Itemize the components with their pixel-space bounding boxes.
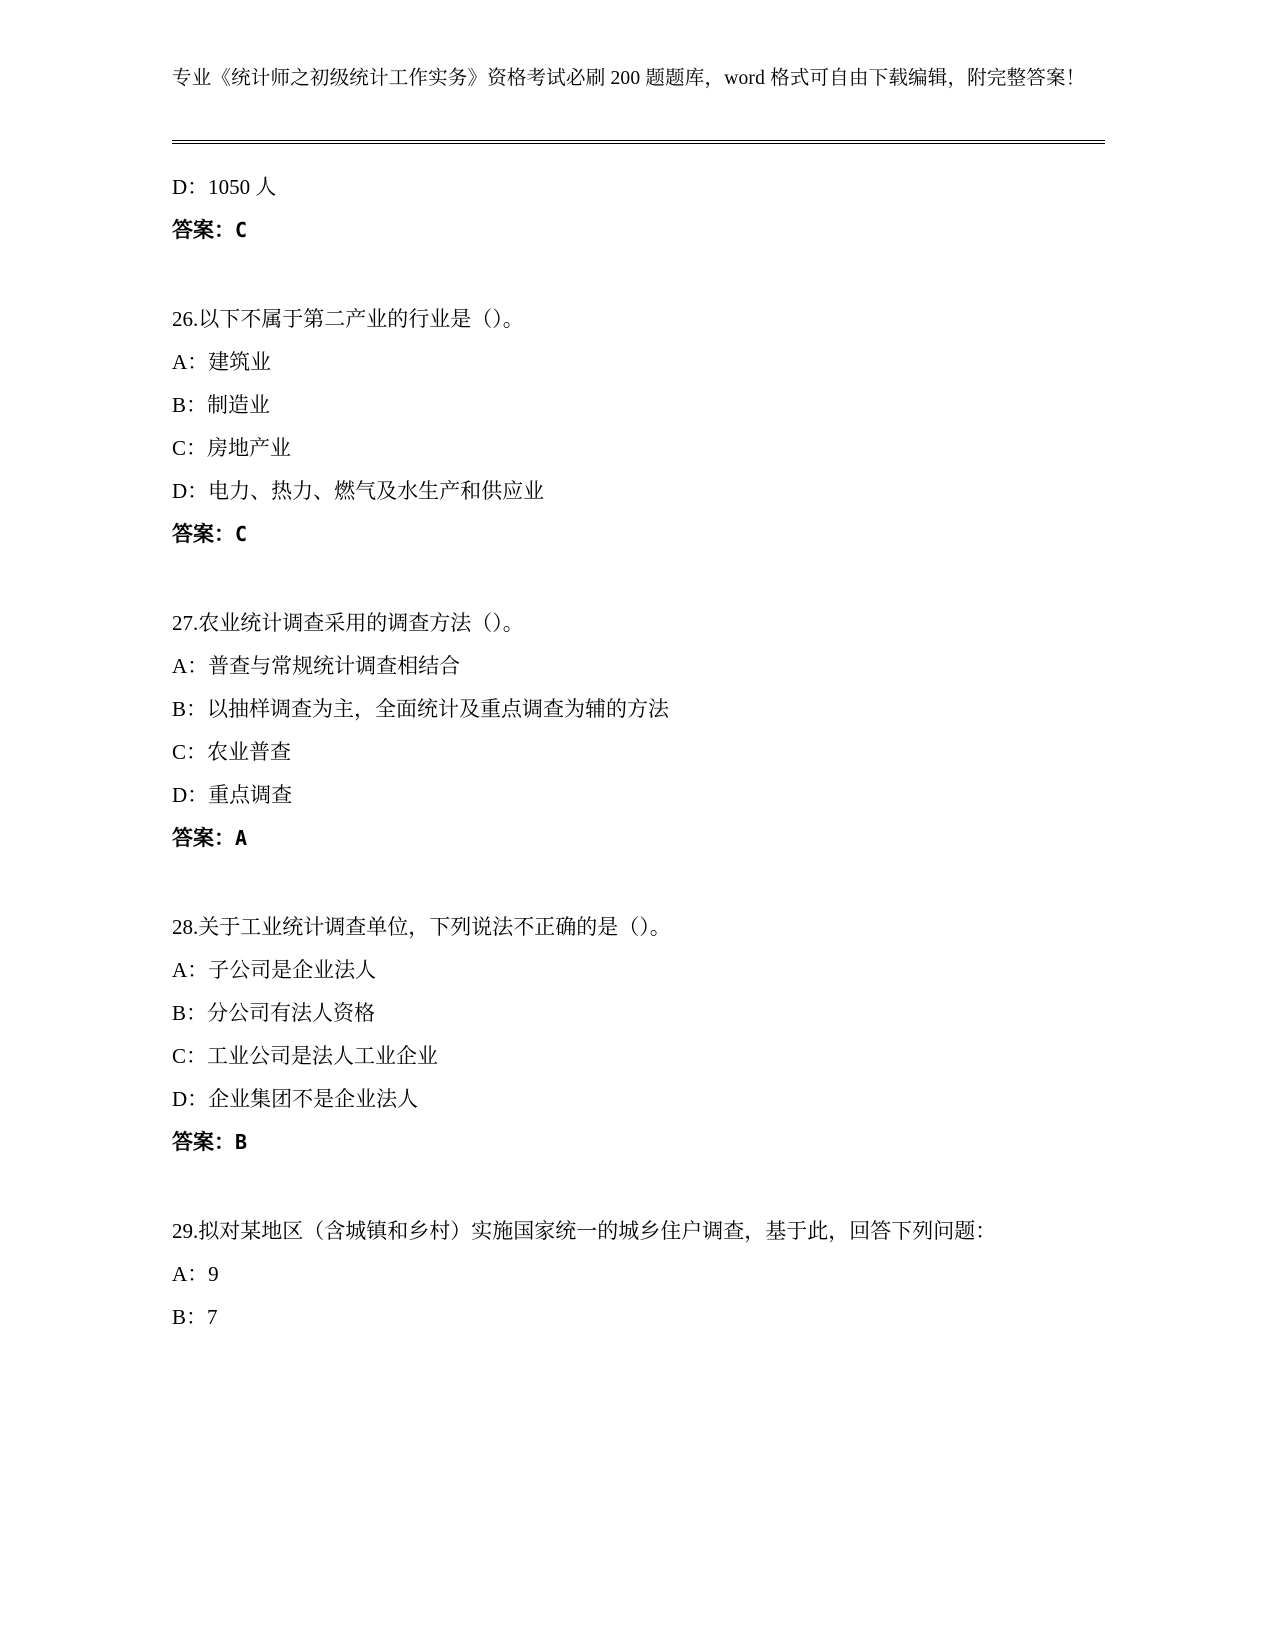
answer-value: C: [235, 522, 248, 546]
option-line: B：7: [172, 1305, 218, 1329]
question-stem: 29.拟对某地区（含城镇和乡村）实施国家统一的城乡住户调查，基于此，回答下列问题：: [172, 1219, 997, 1243]
answer-label: 答案：: [172, 826, 235, 850]
answer-label: 答案：: [172, 522, 235, 546]
option-line: A：建筑业: [172, 350, 272, 374]
option-line: A：普查与常规统计调查相结合: [172, 654, 461, 678]
question-block-28: [172, 906, 1105, 1164]
option-line: D：重点调查: [172, 783, 293, 807]
question-block-29: [172, 1210, 1105, 1339]
document-body: [172, 166, 1105, 1339]
header-divider: [172, 140, 1105, 144]
option-line: B：制造业: [172, 393, 271, 417]
option-line: A：子公司是企业法人: [172, 958, 377, 982]
answer-line: [172, 209, 1105, 252]
option-line: C：工业公司是法人工业企业: [172, 1044, 439, 1068]
option-line: B：以抽样调查为主，全面统计及重点调查为辅的方法: [172, 697, 670, 721]
answer-value: A: [235, 826, 248, 850]
question-block-26: [172, 298, 1105, 556]
answer-value: C: [235, 218, 248, 242]
option-line: A：9: [172, 1262, 219, 1286]
page-header-text: 专业《统计师之初级统计工作实务》资格考试必刷 200 题题库，word 格式可自由下载编辑，附完整答案！: [172, 68, 1086, 89]
continued-question-block: [172, 166, 1105, 252]
answer-line: [172, 817, 1105, 860]
answer-line: [172, 513, 1105, 556]
option-line: D：电力、热力、燃气及水生产和供应业: [172, 479, 545, 503]
option-line: D：企业集团不是企业法人: [172, 1087, 419, 1111]
option-line: C：房地产业: [172, 436, 292, 460]
question-stem: 28.关于工业统计调查单位，下列说法不正确的是（）。: [172, 915, 671, 939]
question-block-27: [172, 602, 1105, 860]
question-stem: 26.以下不属于第二产业的行业是（）。: [172, 307, 524, 331]
answer-value: B: [235, 1130, 248, 1154]
answer-label: 答案：: [172, 1130, 235, 1154]
option-line: D：1050 人: [172, 175, 277, 199]
option-line: C：农业普查: [172, 740, 292, 764]
answer-line: [172, 1121, 1105, 1164]
question-stem: 27.农业统计调查采用的调查方法（）。: [172, 611, 524, 635]
answer-label: 答案：: [172, 218, 235, 242]
option-line: B：分公司有法人资格: [172, 1001, 376, 1025]
